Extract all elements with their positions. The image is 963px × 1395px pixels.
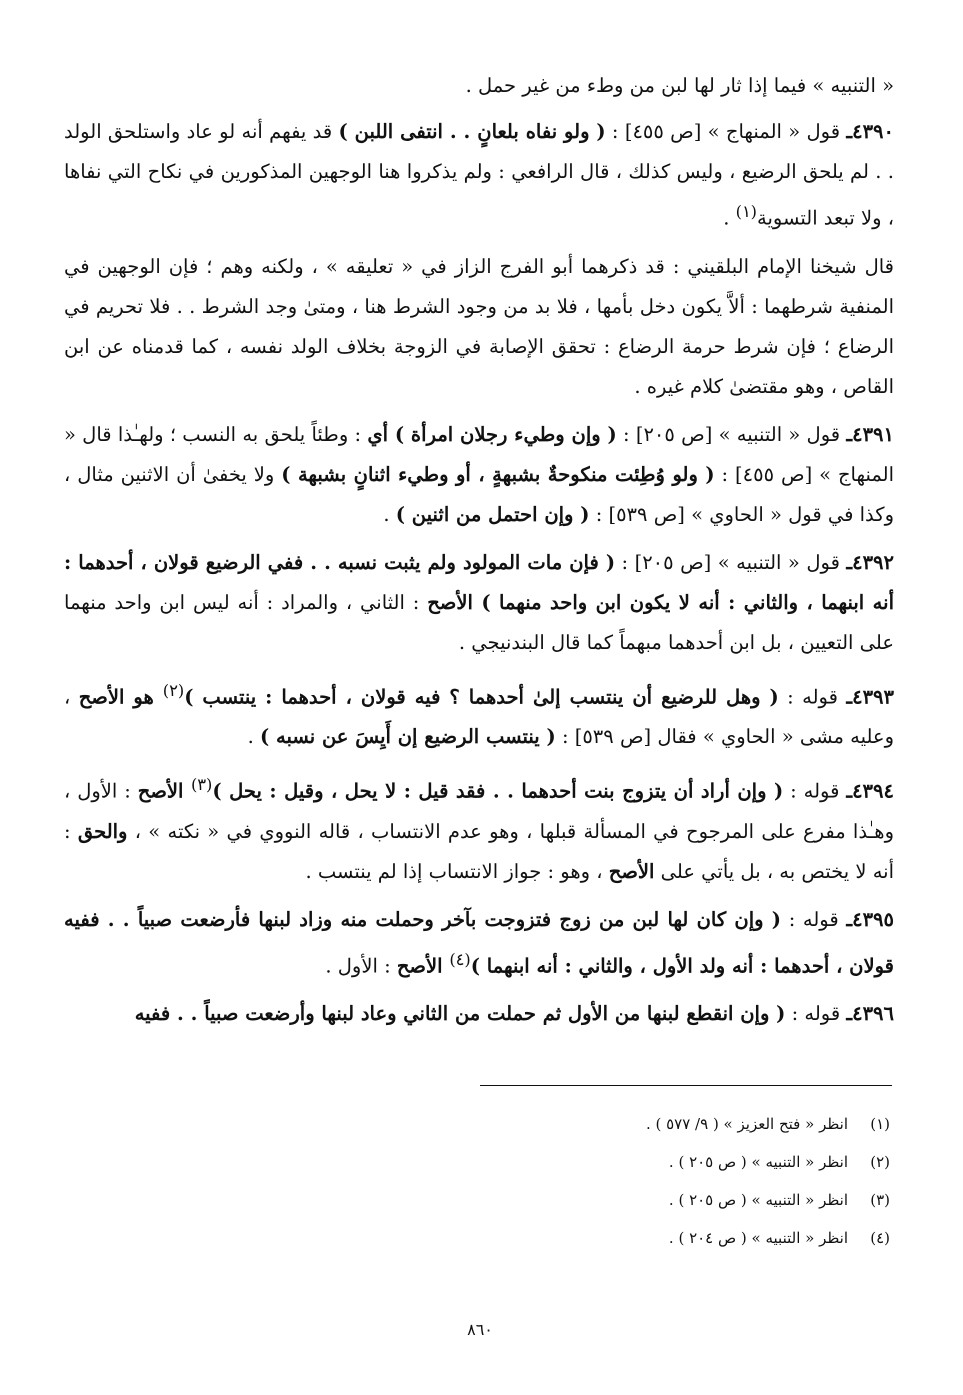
issue-number: ٤٣٩٤ـ (846, 779, 894, 803)
footnote-label: (٣) (870, 1191, 890, 1209)
paragraph-text: قول « التنبيه » [ص ٢٠٥] : (616, 422, 847, 446)
paragraph-text: : أنه لا يختص به ، بل يأتي على (64, 819, 894, 883)
paragraph-text: ، وعليه مشى « الحاوي » فقال [ص ٥٣٩] : (64, 685, 894, 748)
paragraph-4392 (64, 543, 894, 663)
paragraph-text: قوله : (781, 907, 847, 931)
issue-number: ٤٣٩٣ـ (846, 685, 894, 708)
paragraph-4393 (64, 671, 894, 758)
paragraph-4396 (64, 994, 894, 1034)
paragraph-4395 (64, 900, 894, 987)
paragraph-text: : الثاني ، والمراد : أنه ليس ابن واحد منهما على التعيين ، بل ابن أحدهما مبهماً كما قال البندنيجي . (64, 590, 894, 654)
quoted-text: ( ولو نفاه بلعانٍ . . انتفى اللبن ) (338, 120, 606, 143)
issue-number: ٤٣٩١ـ (846, 422, 894, 446)
quoted-text: ( ينتسب الرضيع إن أَيِسَ عن نسبه ) (260, 725, 556, 748)
main-text (64, 66, 894, 1042)
footnote-label: (٤) (870, 1229, 890, 1247)
issue-number: ٤٣٩٠ـ (846, 120, 894, 143)
footnote-text: انظر « التنبيه » ( ص ٢٠٤ ) . (668, 1229, 848, 1247)
paragraph-text: ، وهو : جواز الانتساب إذا لم ينتسب . (305, 859, 609, 883)
paragraph-4394 (64, 765, 894, 892)
paragraph-text: . (723, 206, 736, 230)
quoted-text: ( وإن وطيء رجلان امرأة ) أي (367, 422, 617, 446)
quoted-text: هو الأصح (78, 685, 163, 708)
paragraph-text: . (383, 502, 396, 526)
footnote-text: انظر « التنبيه » ( ص ٢٠٥ ) . (668, 1191, 848, 1209)
paragraph-continuation: « التنبيه » فيما إذا ثار لها لبن من وطء من غير حمل . (465, 74, 894, 97)
footnote-text: انظر « فتح العزيز » ( ٩/ ٥٧٧ ) . (645, 1115, 848, 1133)
paragraph-text: قول « المنهاج » [ص ٤٥٥] : (605, 120, 847, 143)
paragraph-text: قوله : (778, 685, 847, 708)
footnote-divider (480, 1085, 892, 1086)
quoted-text: ( وإن احتمل من اثنين ) (395, 502, 590, 526)
quoted-text: الأصح (137, 779, 191, 803)
quoted-text: الأصح (396, 954, 450, 977)
quoted-text: الأصح (608, 859, 655, 883)
paragraph-text: . (247, 725, 260, 748)
paragraph-4391 (64, 415, 894, 535)
footnote-text: انظر « التنبيه » ( ص ٢٠٥ ) . (668, 1153, 848, 1171)
issue-number: ٤٣٩٥ـ (846, 907, 894, 931)
footnote-ref: (١) (735, 202, 758, 221)
footnote-label: (١) (870, 1115, 890, 1133)
quoted-text: والحق (77, 819, 128, 843)
footnotes (400, 1105, 890, 1257)
paragraph-text: : الأول . (325, 954, 397, 977)
issue-number: ٤٣٩٢ـ (846, 550, 894, 574)
paragraph-text: قول « التنبيه » [ص ٢٠٥] : (615, 550, 847, 574)
paragraph-text: قد يفهم أنه لو عاد واستلحق الولد . . لم يلحق الرضيع ، وليس كذلك ، قال الرافعي : ولم يذكروا هنا الوجهين المذكورين في نكاح التي نفاها ، ولا تبعد التسوية (64, 120, 894, 230)
quoted-text: ( وهل للرضيع أن ينتسب إلىٰ أحدهما ؟ فيه قولان ، أحدهما : ينتسب ) (184, 685, 779, 708)
footnote-2 (400, 1143, 890, 1181)
footnote-ref: (٤) (449, 949, 471, 969)
footnote-3 (400, 1181, 890, 1219)
quoted-text: ( وإن انقطع لبنها من الأول ثم حملت من الثاني وعاد لبنها وأرضعت صبياً . . ففيه (134, 1002, 786, 1025)
quoted-text: ( فإن مات المولود ولم يثبت نسبه . . ففي الرضيع قولان ، أحدهما : أنه ابنهما ، والثاني : أنه لا يكون ابن واحد منهما ) الأصح (64, 550, 894, 614)
issue-number: ٤٣٩٦ـ (846, 1002, 894, 1025)
footnote-1 (400, 1105, 890, 1143)
paragraph-text: ولا يخفىٰ أن الاثنين مثال ، وكذا في قول « الحاوي » [ص ٥٣٩] : (64, 462, 894, 526)
paragraph-text: : الأول ، وهـٰذا مفرع على المرجوح في المسألة قبلها ، وهو عدم الانتساب ، قاله النووي في « نكته » ، (64, 779, 894, 843)
paragraph-text: : وطئاً يلحق به النسب ؛ ولهـٰذا قال « المنهاج » [ص ٤٥٥] : (64, 422, 894, 486)
paragraph-text: قوله : (783, 779, 847, 803)
quoted-text: ( ولو وُطِئت منكوحةٌ بشبهةٍ ، أو وطيء اثنانٍ بشبهة ) (281, 462, 715, 486)
footnote-4 (400, 1219, 890, 1257)
footnote-ref: (٣) (190, 775, 213, 794)
paragraph-4390 (64, 112, 894, 239)
page-number: ٨٦٠ (467, 1320, 493, 1339)
quoted-text: ( وإن أراد أن يتزوج بنت أحدهما . . فقد قيل : لا يحل ، وقيل : يحل ) (212, 779, 784, 803)
footnote-ref: (٢) (162, 680, 185, 700)
footnote-label: (٢) (870, 1153, 890, 1171)
paragraph-shaykh: قال شيخنا الإمام البلقيني : قد ذكرهما أبو الفرج الزاز في « تعليقه » ، ولكنه وهم ؛ فإن الوجهين في المنفية شرطهما : ألاَّ يكون دخل بأمها ، فلا بد من وجود الشرط هنا ، ومتىٰ وجد الشرط . . فلا تحريم في الرضاع ؛ فإن شرط حرمة الرضاع : تحقق الإصابة في الزوجة بخلاف الولد نفسه ، كما قدمناه عن ابن القاص ، وهو مقتضىٰ كلام غيره . (64, 254, 894, 398)
paragraph-text: قوله : (785, 1002, 847, 1025)
quoted-text: ( وإن كان لها لبن من زوج فتزوجت بآخر وحملت منه وزاد لبنها فأرضعت صبياً . . ففيه قولان ، أحدهما : أنه ولد الأول ، والثاني : أنه ابنهما ) (64, 907, 894, 977)
